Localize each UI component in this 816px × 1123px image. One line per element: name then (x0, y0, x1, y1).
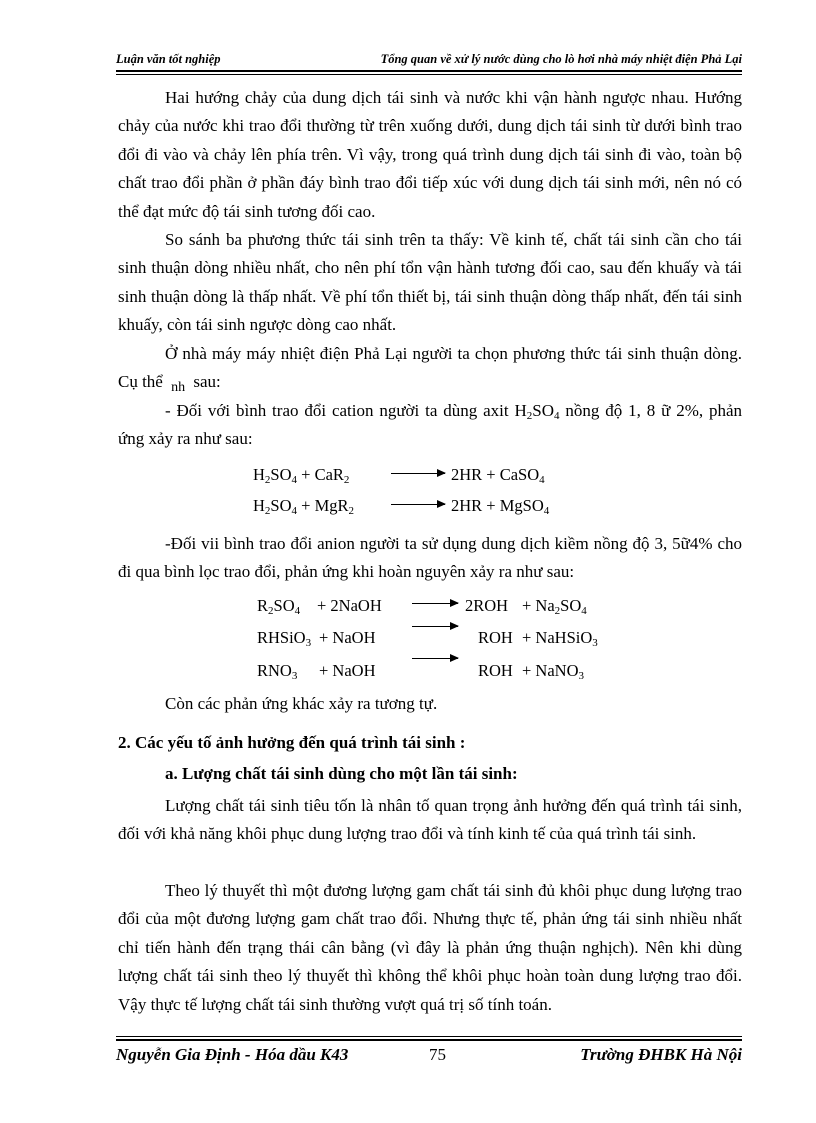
page-footer (116, 1045, 742, 1073)
reaction-arrow (412, 658, 458, 659)
equation-byproduct: + NaNO$_3$ (522, 661, 585, 682)
paragraph-8: Theo lý thuyết thì một đương lượng gam chất tái sinh đủ khôi phục dung lượng trao đổi của một đương lượng gam chất trao đổi. Nhưng thực tế, phản ứng tái sinh nhiều nhất chỉ tiến hành đến trạng thái cân bằng (vì đây là phản ứng thuận nghịch). Nên khi dùng lượng chất tái sinh theo lý thuyết thì không thể khôi phục hoàn toàn dung lượng trao đổi. Vậy thực tế lượng chất tái sinh thường vượt quá trị số tính toán. (118, 881, 742, 1014)
equation-product: ROH (478, 628, 513, 647)
equation-anion-3 (257, 661, 637, 685)
header-left: Luận văn tốt nghiệp (116, 52, 221, 66)
equation-reagent: + NaOH (319, 661, 376, 680)
equation-cation-1 (253, 465, 573, 489)
paragraph-2: So sánh ba phương thức tái sinh trên ta thấy: Về kinh tế, chất tái sinh cần cho tái sinh thuận dòng nhiều nhất, cho nên phí tổn vận hành tương đối cao, sau đến khuấy và tái sinh thuận dòng là thấp nhất. Về phí tổn thiết bị, tái sinh thuận dòng thấp nhất, đến tái sinh khuấy, còn tái sinh ngược dòng cao nhất. (118, 230, 742, 335)
equation-left: $RNO_3$ (257, 661, 298, 682)
paragraph-3 (118, 340, 742, 403)
paragraph-4-post: nồng độ 1, 8 ữ 2%, phản ứng xảy ra như sau: (118, 401, 743, 449)
reaction-arrow (412, 626, 458, 627)
header-rule-thin (116, 74, 742, 75)
reaction-arrow (391, 473, 445, 474)
footer-author: Nguyễn Gia Định - Hóa dầu K43 (116, 1045, 349, 1064)
paragraph-6: Còn các phản ứng khác xảy ra tương tự. (165, 694, 438, 713)
page-number: 75 (429, 1045, 446, 1064)
reaction-arrow (412, 603, 458, 604)
equation-anion-1 (257, 596, 637, 620)
footer-rule-thin (116, 1036, 742, 1037)
equation-product: ROH (478, 661, 513, 680)
equation-reagent: + 2NaOH (317, 596, 382, 615)
equation-left: $H_2SO_4 + CaR_2$ (253, 465, 350, 486)
equation-right: 2HR + CaSO$_4$ (451, 465, 545, 486)
page-header (116, 50, 742, 70)
equation-anion-2 (257, 628, 637, 652)
reaction-arrow (391, 504, 445, 505)
paragraph-1: Hai hướng chảy của dung dịch tái sinh và nước khi vận hành ngược nhau. Hướng chảy của nước khi trao đổi thường từ trên xuống dưới, dung dịch tái sinh từ dưới bình trao đổi đi vào và chảy lên phía trên. Vì vậy, trong quá trình dung dịch tái sinh đi vào, toàn bộ chất trao đổi phần ở phần đáy bình trao đổi tiếp xúc với dung dịch tái sinh mới, nên nó có thể đạt mức độ tái sinh tương đối cao. (118, 88, 742, 221)
section-heading-2: 2. Các yếu tố ảnh hưởng đến quá trình tái sinh : (118, 733, 466, 752)
equation-reagent: + NaOH (319, 628, 376, 647)
paragraph-3-end: sau: (193, 372, 221, 392)
equation-cation-2 (253, 496, 573, 520)
paragraph-5: -Đối vii bình trao đổi anion người ta sử dụng dung dịch kiềm nồng độ 3, 5ữ4% cho đi qua bình lọc trao đổi, phản ứng khi hoàn nguyên xảy ra như sau: (118, 534, 742, 582)
footer-rule-thick (116, 1039, 742, 1041)
inline-acid-formula: $H_2SO_4$ (514, 401, 560, 422)
subsection-heading-2a: a. Lượng chất tái sinh dùng cho một lần tái sinh: (165, 764, 518, 783)
header-right: Tổng quan về xử lý nước dùng cho lò hơi nhà máy nhiệt điện Phả Lại (380, 52, 742, 66)
equation-left: RHSiO$_3$ (257, 628, 312, 649)
footer-school: Trường ĐHBK Hà Nội (580, 1045, 742, 1064)
paragraph-4-pre: - Đối với bình trao đổi cation người ta dùng axit (165, 401, 509, 420)
equation-left: $H_2SO_4 + MgR_2$ (253, 496, 354, 517)
equation-byproduct: + NaHSiO$_3$ (522, 628, 598, 649)
equation-product: 2ROH (465, 596, 509, 615)
paragraph-4 (118, 397, 742, 454)
equation-byproduct: + $Na_2SO_4$ (522, 596, 587, 617)
paragraph-7: Lượng chất tái sinh tiêu tốn là nhân tố quan trọng ảnh hưởng đến quá trình tái sinh, đối với khả năng khôi phục dung lượng trao đổi và tính kinh tế của quá trình tái sinh. (118, 796, 742, 844)
paragraph-3-text: Ở nhà máy máy nhiệt điện Phả Lại người ta chọn phương thức tái sinh thuận dòng. Cụ thể (118, 344, 742, 392)
equation-left: $R_2SO_4$ (257, 596, 301, 617)
equation-right: 2HR + MgSO$_4$ (451, 496, 550, 517)
header-rule-thick (116, 70, 742, 72)
paragraph-3-nh: nh (171, 380, 186, 396)
